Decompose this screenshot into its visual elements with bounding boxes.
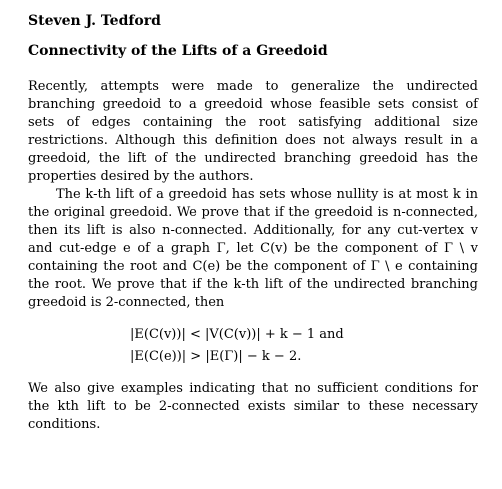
equation-line-1: |E(C(v))| < |V(C(v))| + k − 1 and [130,327,344,342]
equation-line-2: |E(C(e))| > |E(Γ)| − k − 2. [130,349,302,364]
abstract-paragraph-2: The k-th lift of a greedoid has sets whose nullity is at most k in the original greedoid. We prove that if the greedoid is n-connected, then its lift is also n-connected. Additionally, for any cut-vertex v and cut-edge e of a graph Γ, let C(v) be the component of Γ \ v containing the root and C(e) be the component of Γ \ e containing the root. We prove that if the k-th lift of the undirected branching greedoid is 2-connected, then [28,187,478,310]
paper-title: Connectivity of the Lifts of a Greedoid [28,43,328,59]
display-equations [130,324,478,368]
author-name: Steven J. Tedford [28,13,161,29]
paper-page [28,12,478,434]
abstract-paragraph-3: We also give examples indicating that no sufficient conditions for the kth lift to be 2-connected exists similar to these necessary conditions. [28,381,478,432]
abstract-paragraph-1: Recently, attempts were made to generalize the undirected branching greedoid to a greedoid whose feasible sets consist of sets of edges containing the root satisfying additional size restrictions. Although this definition does not always result in a greedoid, the lift of the undirected branching greedoid has the properties desired by the authors. [28,79,478,184]
